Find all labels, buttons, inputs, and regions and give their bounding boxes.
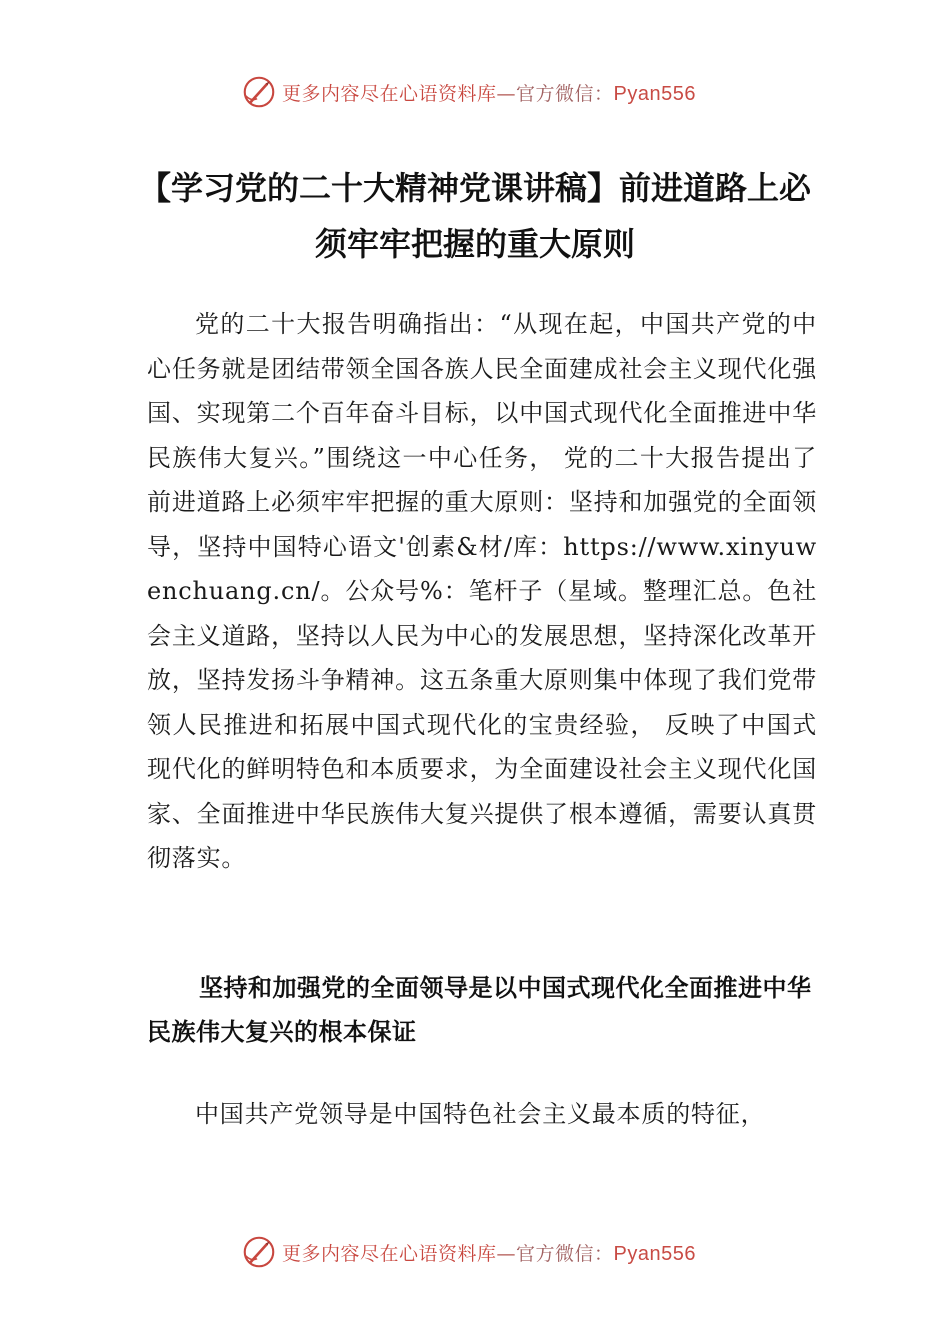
- banner-wechat-id: Pyan556: [613, 82, 696, 105]
- banner-wechat-id: Pyan556: [613, 1242, 696, 1265]
- document-title: 【学习党的二十大精神党课讲稿】前进道路上必须牢牢把握的重大原则: [138, 169, 811, 263]
- banner-separator: —: [496, 82, 517, 105]
- body-paragraph-1: 党的二十大报告明确指出：“从现在起，中国共产党的中心任务就是团结带领全国各族人民全面建成社会主义现代化强国、实现第二个百年奋斗目标，以中国式现代化全面推进中华民族伟大复兴。”围绕这一中心任务， 党的二十大报告提出了前进道路上必须牢牢把握的重大原则：坚持和加强党的全面领导，坚持中国特心语文'创素&材/库：https://www.xinyuwenchuang.cn/。公众号%：笔杆子（星域。整理汇总。色社会主义道路，坚持以人民为中心的发展思想，坚持深化改革开放，坚持发扬斗争精神。这五条重大原则集中体现了我们党带领人民推进和拓展中国式现代化的宝贵经验， 反映了中国式现代化的鲜明特色和本质要求，为全面建设社会主义现代化国家、全面推进中华民族伟大复兴提供了根本遵循，需要认真贯彻落实。: [147, 310, 817, 872]
- banner-site-text: 更多内容尽在心语资料库: [282, 82, 497, 105]
- banner-separator: —: [496, 1242, 517, 1265]
- pen-nib-logo-icon: [240, 1233, 278, 1271]
- banner-official-label: 官方微信：: [516, 1242, 614, 1265]
- banner-site-text: 更多内容尽在心语资料库: [282, 1242, 497, 1265]
- pen-nib-logo-icon: [240, 73, 278, 111]
- banner-official-label: 官方微信：: [516, 82, 614, 105]
- section-heading: 坚持和加强党的全面领导是以中国式现代化全面推进中华民族伟大复兴的根本保证: [147, 974, 812, 1046]
- banner-text: [282, 79, 696, 106]
- footer-banner: [240, 1230, 760, 1274]
- header-banner: [240, 70, 760, 114]
- body-paragraph-2: 中国共产党领导是中国特色社会主义最本质的特征，: [195, 1100, 766, 1128]
- banner-text: [282, 1239, 696, 1266]
